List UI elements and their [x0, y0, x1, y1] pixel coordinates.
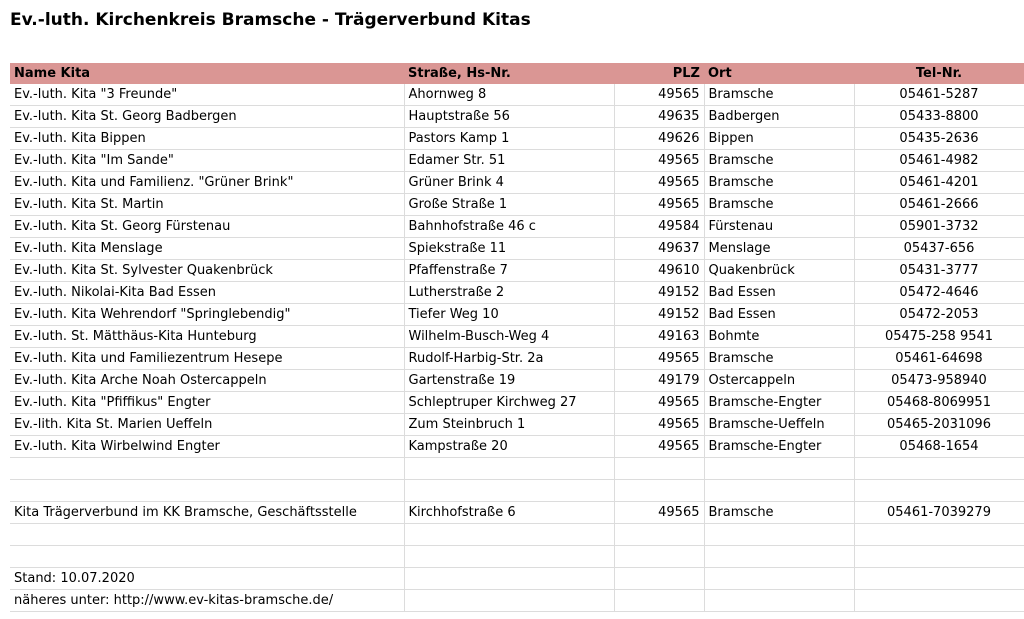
- table-row: [10, 282, 1024, 304]
- cell-street[interactable]: Grüner Brink 4: [404, 172, 614, 194]
- cell-street[interactable]: Tiefer Weg 10: [404, 304, 614, 326]
- empty-row: [10, 458, 1024, 480]
- table-row: [10, 392, 1024, 414]
- cell-ort[interactable]: Bramsche: [704, 194, 854, 216]
- cell-tel[interactable]: 05461-4982: [854, 150, 1024, 172]
- table-row: [10, 216, 1024, 238]
- cell-name[interactable]: Ev.-luth. Kita "Pfiffikus" Engter: [10, 392, 404, 414]
- cell-street[interactable]: Kirchhofstraße 6: [404, 502, 614, 524]
- cell-street[interactable]: Zum Steinbruch 1: [404, 414, 614, 436]
- cell-street[interactable]: Große Straße 1: [404, 194, 614, 216]
- cell-name[interactable]: Ev.-luth. Kita "Im Sande": [10, 150, 404, 172]
- cell-tel[interactable]: 05901-3732: [854, 216, 1024, 238]
- cell-tel[interactable]: 05472-4646: [854, 282, 1024, 304]
- empty-cell[interactable]: [614, 546, 704, 568]
- empty-cell[interactable]: [614, 480, 704, 502]
- cell-street[interactable]: Lutherstraße 2: [404, 282, 614, 304]
- empty-cell[interactable]: [704, 458, 854, 480]
- cell-tel[interactable]: 05437-656: [854, 238, 1024, 260]
- empty-cell[interactable]: [404, 546, 614, 568]
- cell-street[interactable]: Pastors Kamp 1: [404, 128, 614, 150]
- empty-row: [10, 480, 1024, 502]
- empty-cell[interactable]: [704, 524, 854, 546]
- cell-plz[interactable]: 49635: [614, 106, 704, 128]
- cell-name[interactable]: Ev.-luth. Kita St. Sylvester Quakenbrück: [10, 260, 404, 282]
- empty-row: [10, 546, 1024, 568]
- cell-tel[interactable]: 05461-2666: [854, 194, 1024, 216]
- cell-name[interactable]: Ev.-luth. Nikolai-Kita Bad Essen: [10, 282, 404, 304]
- cell-name[interactable]: Ev.-luth. Kita St. Martin: [10, 194, 404, 216]
- cell-tel[interactable]: 05468-1654: [854, 436, 1024, 458]
- empty-cell[interactable]: [704, 546, 854, 568]
- cell-plz[interactable]: 49584: [614, 216, 704, 238]
- empty-cell[interactable]: [614, 568, 704, 590]
- cell-ort[interactable]: Bad Essen: [704, 282, 854, 304]
- cell-plz[interactable]: 49637: [614, 238, 704, 260]
- empty-cell[interactable]: [704, 480, 854, 502]
- table-row: [10, 348, 1024, 370]
- page-title: Ev.-luth. Kirchenkreis Bramsche - Trägerverbund Kitas: [10, 10, 531, 30]
- cell-tel[interactable]: 05465-2031096: [854, 414, 1024, 436]
- cell-name[interactable]: Kita Trägerverbund im KK Bramsche, Geschäftsstelle: [10, 502, 404, 524]
- empty-cell[interactable]: [854, 590, 1024, 612]
- cell-street[interactable]: Schleptruper Kirchweg 27: [404, 392, 614, 414]
- cell-street[interactable]: Wilhelm-Busch-Weg 4: [404, 326, 614, 348]
- cell-tel[interactable]: 05433-8800: [854, 106, 1024, 128]
- cell-name[interactable]: Ev.-luth. Kita und Familiezentrum Hesepe: [10, 348, 404, 370]
- table-row: [10, 436, 1024, 458]
- empty-cell[interactable]: [704, 568, 854, 590]
- cell-tel[interactable]: 05475-258 9541: [854, 326, 1024, 348]
- empty-cell[interactable]: [10, 524, 404, 546]
- cell-name[interactable]: Ev.-luth. Kita Wirbelwind Engter: [10, 436, 404, 458]
- cell-plz[interactable]: 49152: [614, 304, 704, 326]
- cell-plz[interactable]: 49610: [614, 260, 704, 282]
- empty-cell[interactable]: [854, 480, 1024, 502]
- table-row: [10, 150, 1024, 172]
- table-row: [10, 260, 1024, 282]
- cell-plz[interactable]: 49152: [614, 282, 704, 304]
- table-row: [10, 326, 1024, 348]
- cell-tel[interactable]: 05461-4201: [854, 172, 1024, 194]
- cell-name[interactable]: Ev.-luth. Kita St. Georg Fürstenau: [10, 216, 404, 238]
- empty-cell[interactable]: [404, 480, 614, 502]
- cell-name[interactable]: Ev.-lith. Kita St. Marien Ueffeln: [10, 414, 404, 436]
- stand-note-row: [10, 568, 1024, 590]
- cell-ort[interactable]: Bippen: [704, 128, 854, 150]
- cell-plz[interactable]: 49163: [614, 326, 704, 348]
- empty-cell[interactable]: [404, 524, 614, 546]
- empty-cell[interactable]: [404, 590, 614, 612]
- cell-plz[interactable]: 49565: [614, 348, 704, 370]
- empty-cell[interactable]: [854, 458, 1024, 480]
- cell-plz[interactable]: 49565: [614, 392, 704, 414]
- cell-ort[interactable]: Ostercappeln: [704, 370, 854, 392]
- column-header-tel[interactable]: Tel-Nr.: [854, 63, 1024, 84]
- cell-ort[interactable]: Bramsche: [704, 502, 854, 524]
- table-row: [10, 84, 1024, 106]
- cell-street[interactable]: Spiekstraße 11: [404, 238, 614, 260]
- empty-cell[interactable]: [404, 458, 614, 480]
- empty-row: [10, 524, 1024, 546]
- cell-name[interactable]: Ev.-luth. Kita St. Georg Badbergen: [10, 106, 404, 128]
- cell-ort[interactable]: Fürstenau: [704, 216, 854, 238]
- empty-cell[interactable]: [10, 546, 404, 568]
- table-row: [10, 238, 1024, 260]
- cell-plz[interactable]: 49565: [614, 414, 704, 436]
- cell-plz[interactable]: 49565: [614, 502, 704, 524]
- cell-street[interactable]: Rudolf-Harbig-Str. 2a: [404, 348, 614, 370]
- empty-cell[interactable]: [10, 458, 404, 480]
- table-row: [10, 414, 1024, 436]
- cell-ort[interactable]: Menslage: [704, 238, 854, 260]
- cell-ort[interactable]: Badbergen: [704, 106, 854, 128]
- cell-name[interactable]: Ev.-luth. Kita Bippen: [10, 128, 404, 150]
- cell-plz[interactable]: 49565: [614, 194, 704, 216]
- kita-table: [10, 63, 1024, 612]
- cell-plz[interactable]: 49565: [614, 436, 704, 458]
- table-row: [10, 194, 1024, 216]
- cell-tel[interactable]: 05468-8069951: [854, 392, 1024, 414]
- empty-cell[interactable]: [854, 524, 1024, 546]
- cell-street[interactable]: Hauptstraße 56: [404, 106, 614, 128]
- cell-tel[interactable]: 05461-64698: [854, 348, 1024, 370]
- more-info-note[interactable]: näheres unter: http://www.ev-kitas-bramsche.de/: [10, 590, 404, 612]
- empty-cell[interactable]: [614, 524, 704, 546]
- table-row: [10, 370, 1024, 392]
- table-row: [10, 304, 1024, 326]
- cell-name[interactable]: Ev.-luth. Kita und Familienz. "Grüner Brink": [10, 172, 404, 194]
- cell-tel[interactable]: 05472-2053: [854, 304, 1024, 326]
- table-header-row: [10, 63, 1024, 84]
- table-row: [10, 172, 1024, 194]
- stand-note[interactable]: Stand: 10.07.2020: [10, 568, 404, 590]
- cell-street[interactable]: Kampstraße 20: [404, 436, 614, 458]
- cell-plz[interactable]: 49179: [614, 370, 704, 392]
- cell-tel[interactable]: 05435-2636: [854, 128, 1024, 150]
- empty-cell[interactable]: [854, 546, 1024, 568]
- cell-street[interactable]: Ahornweg 8: [404, 84, 614, 106]
- column-header-plz[interactable]: PLZ: [614, 63, 704, 84]
- cell-name[interactable]: Ev.-luth. Kita Arche Noah Ostercappeln: [10, 370, 404, 392]
- empty-cell[interactable]: [614, 590, 704, 612]
- cell-tel[interactable]: 05461-7039279: [854, 502, 1024, 524]
- cell-street[interactable]: Bahnhofstraße 46 c: [404, 216, 614, 238]
- empty-cell[interactable]: [10, 480, 404, 502]
- cell-ort[interactable]: Bramsche: [704, 150, 854, 172]
- empty-cell[interactable]: [614, 458, 704, 480]
- column-header-name[interactable]: Name Kita: [10, 63, 404, 84]
- cell-street[interactable]: Gartenstraße 19: [404, 370, 614, 392]
- cell-ort[interactable]: Bad Essen: [704, 304, 854, 326]
- column-header-ort[interactable]: Ort: [704, 63, 854, 84]
- cell-ort[interactable]: Bohmte: [704, 326, 854, 348]
- table-row: [10, 106, 1024, 128]
- cell-tel[interactable]: 05461-5287: [854, 84, 1024, 106]
- cell-name[interactable]: Ev.-luth. Kita "3 Freunde": [10, 84, 404, 106]
- empty-cell[interactable]: [704, 590, 854, 612]
- empty-cell[interactable]: [854, 568, 1024, 590]
- cell-ort[interactable]: Bramsche-Engter: [704, 436, 854, 458]
- cell-tel[interactable]: 05473-958940: [854, 370, 1024, 392]
- cell-plz[interactable]: 49565: [614, 84, 704, 106]
- cell-plz[interactable]: 49626: [614, 128, 704, 150]
- cell-ort[interactable]: Bramsche: [704, 348, 854, 370]
- cell-name[interactable]: Ev.-luth. Kita Wehrendorf "Springlebendig": [10, 304, 404, 326]
- table-row: [10, 128, 1024, 150]
- cell-ort[interactable]: Quakenbrück: [704, 260, 854, 282]
- cell-street[interactable]: Pfaffenstraße 7: [404, 260, 614, 282]
- cell-ort[interactable]: Bramsche: [704, 84, 854, 106]
- cell-ort[interactable]: Bramsche-Ueffeln: [704, 414, 854, 436]
- cell-ort[interactable]: Bramsche: [704, 172, 854, 194]
- cell-plz[interactable]: 49565: [614, 150, 704, 172]
- cell-name[interactable]: Ev.-luth. St. Mätthäus-Kita Hunteburg: [10, 326, 404, 348]
- cell-tel[interactable]: 05431-3777: [854, 260, 1024, 282]
- cell-ort[interactable]: Bramsche-Engter: [704, 392, 854, 414]
- column-header-street[interactable]: Straße, Hs-Nr.: [404, 63, 614, 84]
- cell-name[interactable]: Ev.-luth. Kita Menslage: [10, 238, 404, 260]
- cell-plz[interactable]: 49565: [614, 172, 704, 194]
- cell-street[interactable]: Edamer Str. 51: [404, 150, 614, 172]
- office-row: [10, 502, 1024, 524]
- empty-cell[interactable]: [404, 568, 614, 590]
- more-info-note-row: [10, 590, 1024, 612]
